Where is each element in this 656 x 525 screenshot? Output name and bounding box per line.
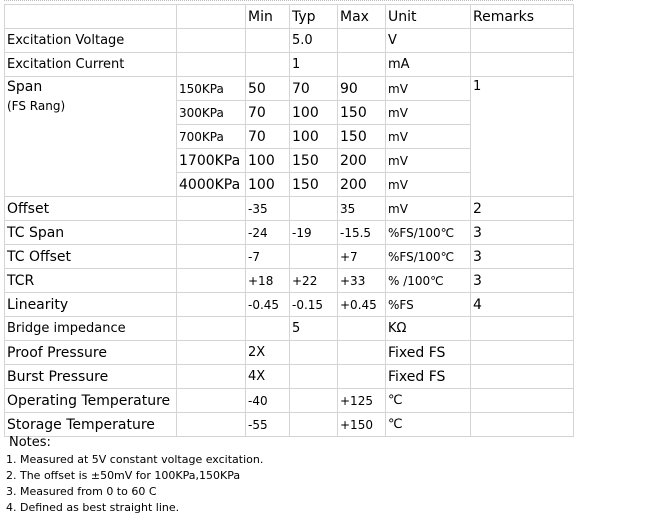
unit-cell: Fixed FS	[386, 341, 471, 365]
typ-cell: 150	[290, 173, 338, 197]
table-row	[5, 269, 574, 293]
min-cell: 70	[246, 125, 290, 149]
range-cell: 150KPa	[177, 77, 246, 101]
table-row	[5, 317, 574, 341]
table-header-row	[5, 5, 574, 29]
unit-cell: mA	[386, 53, 471, 77]
unit-cell: mV	[386, 125, 471, 149]
typ-cell: 150	[290, 149, 338, 173]
unit-cell: mV	[386, 77, 471, 101]
min-cell: -40	[246, 389, 290, 413]
param-cell: TC Span	[5, 221, 177, 245]
param-cell: Offset	[5, 197, 177, 221]
param-cell: TC Offset	[5, 245, 177, 269]
max-cell: -15.5	[338, 221, 386, 245]
max-cell: 150	[338, 125, 386, 149]
note-item: 2. The offset is ±50mV for 100KPa,150KPa	[6, 469, 241, 482]
table-row	[5, 413, 574, 437]
note-item: 3. Measured from 0 to 60 C	[6, 485, 157, 498]
unit-cell: %FS/100℃	[386, 245, 471, 269]
remark-cell: 3	[471, 221, 574, 245]
range-cell: 700KPa	[177, 125, 246, 149]
unit-cell: ℃	[386, 413, 471, 437]
min-cell: -35	[246, 197, 290, 221]
header-unit: Unit	[386, 5, 471, 29]
note-item: 4. Defined as best straight line.	[6, 501, 180, 514]
unit-cell: Fixed FS	[386, 365, 471, 389]
param-sublabel: (FS Rang)	[7, 99, 66, 113]
range-cell: 4000KPa	[177, 173, 246, 197]
unit-cell: % /100℃	[386, 269, 471, 293]
unit-cell: V	[386, 29, 471, 53]
typ-cell: 1	[290, 53, 338, 77]
unit-cell: mV	[386, 197, 471, 221]
header-max: Max	[338, 5, 386, 29]
top-divider	[4, 0, 573, 3]
notes-section	[6, 434, 263, 516]
max-cell: +125	[338, 389, 386, 413]
max-cell: +33	[338, 269, 386, 293]
header-cell	[177, 5, 246, 29]
typ-cell: 100	[290, 125, 338, 149]
typ-cell: +22	[290, 269, 338, 293]
param-label: Span	[7, 79, 43, 95]
min-cell: +18	[246, 269, 290, 293]
min-cell: 100	[246, 173, 290, 197]
param-cell: Excitation Voltage	[5, 29, 177, 53]
param-cell: Bridge impedance	[5, 317, 177, 341]
header-typ: Typ	[290, 5, 338, 29]
min-cell: 50	[246, 77, 290, 101]
unit-cell: %FS	[386, 293, 471, 317]
table-row	[5, 293, 574, 317]
unit-cell: mV	[386, 149, 471, 173]
typ-cell: -19	[290, 221, 338, 245]
table-row	[5, 245, 574, 269]
min-cell: -7	[246, 245, 290, 269]
param-cell: Burst Pressure	[5, 365, 177, 389]
min-cell: -24	[246, 221, 290, 245]
max-cell: 150	[338, 101, 386, 125]
remark-cell: 3	[471, 269, 574, 293]
max-cell: +150	[338, 413, 386, 437]
header-remarks: Remarks	[471, 5, 574, 29]
param-cell: TCR	[5, 269, 177, 293]
span-param-cell	[5, 77, 177, 197]
typ-cell: 5	[290, 317, 338, 341]
unit-cell: ℃	[386, 389, 471, 413]
param-cell: Linearity	[5, 293, 177, 317]
min-cell: 100	[246, 149, 290, 173]
table-row	[5, 389, 574, 413]
max-cell: 200	[338, 149, 386, 173]
table-row	[5, 29, 574, 53]
max-cell: 200	[338, 173, 386, 197]
remark-cell: 3	[471, 245, 574, 269]
param-cell: Proof Pressure	[5, 341, 177, 365]
table-row	[5, 197, 574, 221]
header-cell	[5, 5, 177, 29]
note-item: 1. Measured at 5V constant voltage excitation.	[6, 453, 264, 466]
table-row	[5, 221, 574, 245]
remark-cell: 4	[471, 293, 574, 317]
param-cell: Excitation Current	[5, 53, 177, 77]
typ-cell: -0.15	[290, 293, 338, 317]
min-cell: 4X	[246, 365, 290, 389]
max-cell: +7	[338, 245, 386, 269]
min-cell: 2X	[246, 341, 290, 365]
param-cell: Operating Temperature	[5, 389, 177, 413]
table-row	[5, 341, 574, 365]
unit-cell: %FS/100℃	[386, 221, 471, 245]
header-min: Min	[246, 5, 290, 29]
min-cell: -0.45	[246, 293, 290, 317]
unit-cell: KΩ	[386, 317, 471, 341]
param-cell: Storage Temperature	[5, 413, 177, 437]
typ-cell: 100	[290, 101, 338, 125]
unit-cell: mV	[386, 101, 471, 125]
range-cell: 1700KPa	[177, 149, 246, 173]
unit-cell: mV	[386, 173, 471, 197]
min-cell: 70	[246, 101, 290, 125]
notes-title: Notes:	[9, 435, 51, 450]
range-cell: 300KPa	[177, 101, 246, 125]
max-cell: 90	[338, 77, 386, 101]
typ-cell: 70	[290, 77, 338, 101]
remark-cell: 1	[471, 77, 574, 197]
typ-cell: 5.0	[290, 29, 338, 53]
table-row	[5, 53, 574, 77]
max-cell: +0.45	[338, 293, 386, 317]
table-row	[5, 365, 574, 389]
table-row	[5, 77, 574, 101]
spec-table	[4, 4, 574, 437]
remark-cell: 2	[471, 197, 574, 221]
min-cell: -55	[246, 413, 290, 437]
max-cell: 35	[338, 197, 386, 221]
